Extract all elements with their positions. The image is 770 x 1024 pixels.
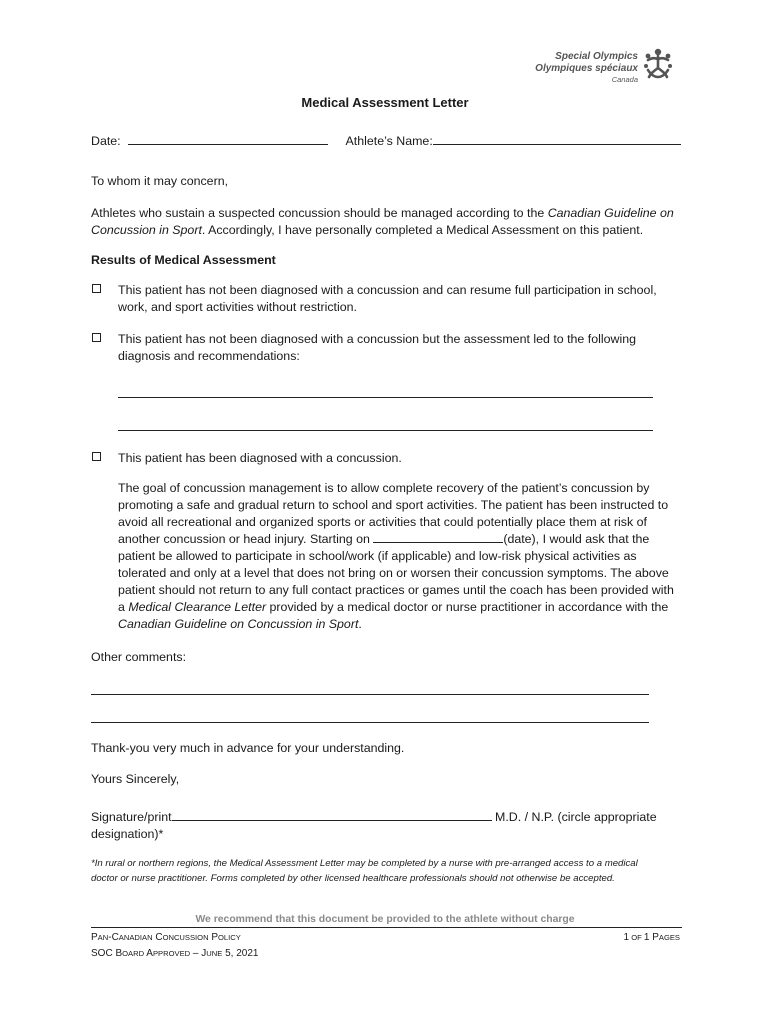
footer-approval-part: OARD bbox=[122, 949, 145, 958]
footer-approval bbox=[91, 946, 258, 962]
guideline-title-2: Canadian Guideline on Concussion in Sport bbox=[118, 617, 359, 631]
athlete-name-field[interactable] bbox=[433, 133, 681, 145]
footer-policy-part: AN bbox=[97, 933, 109, 942]
logo-line-3: Canada bbox=[611, 75, 638, 84]
page-number-part: OF bbox=[629, 933, 644, 942]
other-comments-label: Other comments: bbox=[91, 650, 187, 664]
signature-label: Signature/print bbox=[91, 810, 172, 824]
footer-policy-part: -C bbox=[108, 932, 119, 943]
logo-line-1: Special Olympics bbox=[555, 51, 638, 62]
clearance-letter-title: Medical Clearance Letter bbox=[128, 600, 267, 614]
footer-approval-part: SOC B bbox=[91, 948, 123, 959]
option-2-text: This patient has not been diagnosed with a concussion but the assessment led to the following diagnosis and recommendations: bbox=[118, 332, 636, 363]
footer-approval-part: – J bbox=[190, 948, 207, 959]
footer-policy-part: ANADIAN bbox=[118, 933, 153, 942]
signature-designation: designation)* bbox=[91, 827, 164, 841]
goal-text-1: The goal of concussion management is to allow complete recovery of the patient’s concussion by promoting a safe and gradual return to school and sport activities. The patient has been instructed to avoid all recreational and organized sports or activities that could potentially place them at risk of another concussion or head injury. Starting on bbox=[118, 481, 669, 546]
footer-approval-part: PPROVED bbox=[152, 949, 191, 958]
date-field[interactable] bbox=[128, 133, 328, 145]
guideline-title: Canadian Guideline on Concussion in Sport bbox=[91, 206, 674, 237]
results-heading: Results of Medical Assessment bbox=[91, 253, 276, 267]
footer-policy-part: C bbox=[152, 932, 163, 943]
page-number-part: 1 bbox=[623, 932, 630, 943]
option-3-checkbox[interactable] bbox=[92, 452, 101, 461]
logo-wordmark bbox=[470, 51, 638, 84]
comments-line-2[interactable] bbox=[91, 722, 649, 723]
option-1-text: This patient has not been diagnosed with a concussion and can resume full participation in school, work, and sport activities without restriction. bbox=[118, 283, 657, 314]
athlete-name-label: Athlete’s Name: bbox=[345, 134, 433, 148]
footer-policy-part: ONCUSSION bbox=[162, 933, 209, 942]
recommendation-line-2[interactable] bbox=[118, 430, 653, 431]
yours-sincerely: Yours Sincerely, bbox=[91, 772, 180, 786]
thanks-text: Thank-you very much in advance for your understanding. bbox=[91, 741, 405, 755]
special-olympics-emblem-icon bbox=[642, 46, 674, 80]
footer-policy-part: P bbox=[91, 932, 98, 943]
footer-policy-name bbox=[91, 930, 241, 946]
signature-suffix: M.D. / N.P. (circle appropriate bbox=[491, 810, 657, 824]
date-label: Date: bbox=[91, 134, 121, 148]
page-number bbox=[560, 930, 680, 946]
page-number-part: AGES bbox=[658, 933, 680, 942]
page-number-part: 1 P bbox=[643, 932, 659, 943]
footer-approval-part: 5, 2021 bbox=[222, 948, 259, 959]
recommendation-note: We recommend that this document be provided to the athlete without charge bbox=[195, 914, 575, 925]
option-3-text: This patient has been diagnosed with a concussion. bbox=[118, 451, 402, 465]
return-date-field[interactable] bbox=[373, 531, 503, 543]
footer-policy-part: P bbox=[208, 932, 219, 943]
goal-text-3: provided by a medical doctor or nurse practitioner in accordance with the bbox=[266, 600, 669, 614]
intro-paragraph bbox=[91, 205, 681, 239]
date-athlete-row bbox=[91, 133, 691, 150]
comments-line-1[interactable] bbox=[91, 694, 649, 695]
footer-divider bbox=[91, 927, 682, 928]
footer-policy-part: OLICY bbox=[218, 933, 241, 942]
option-2-checkbox[interactable] bbox=[92, 333, 101, 342]
footnote: *In rural or northern regions, the Medical Assessment Letter may be completed by a nurse with pre-arranged access to a medical doctor or nurse practitioner. Forms completed by other licensed healthcare professionals should not otherwise be accepted. bbox=[91, 858, 638, 884]
footer-approval-part: A bbox=[144, 948, 153, 959]
goal-text-2: (date), I would ask that the patient be allowed to participate in school/work (if applicable) and low-risk physical activities as tolerated and only at a level that does not bring on or worsen their concussion symptoms. The above patient should not return to any full contact practices or games until the coach has been provided with a bbox=[118, 532, 674, 614]
logo-line-2: Olympiques spéciaux bbox=[535, 63, 638, 74]
footer-approval-part: UNE bbox=[206, 949, 223, 958]
page-title: Medical Assessment Letter bbox=[301, 95, 469, 110]
signature-field[interactable] bbox=[172, 809, 492, 821]
signature-row bbox=[91, 809, 691, 826]
goal-text-4: . bbox=[358, 617, 362, 631]
intro-text-end: . Accordingly, I have personally completed a Medical Assessment on this patient. bbox=[201, 223, 644, 237]
intro-text: Athletes who sustain a suspected concussion should be managed according to the bbox=[91, 206, 548, 220]
recommendation-line-1[interactable] bbox=[118, 397, 653, 398]
goal-paragraph bbox=[118, 480, 680, 633]
greeting: To whom it may concern, bbox=[91, 174, 229, 188]
option-1-checkbox[interactable] bbox=[92, 284, 101, 293]
